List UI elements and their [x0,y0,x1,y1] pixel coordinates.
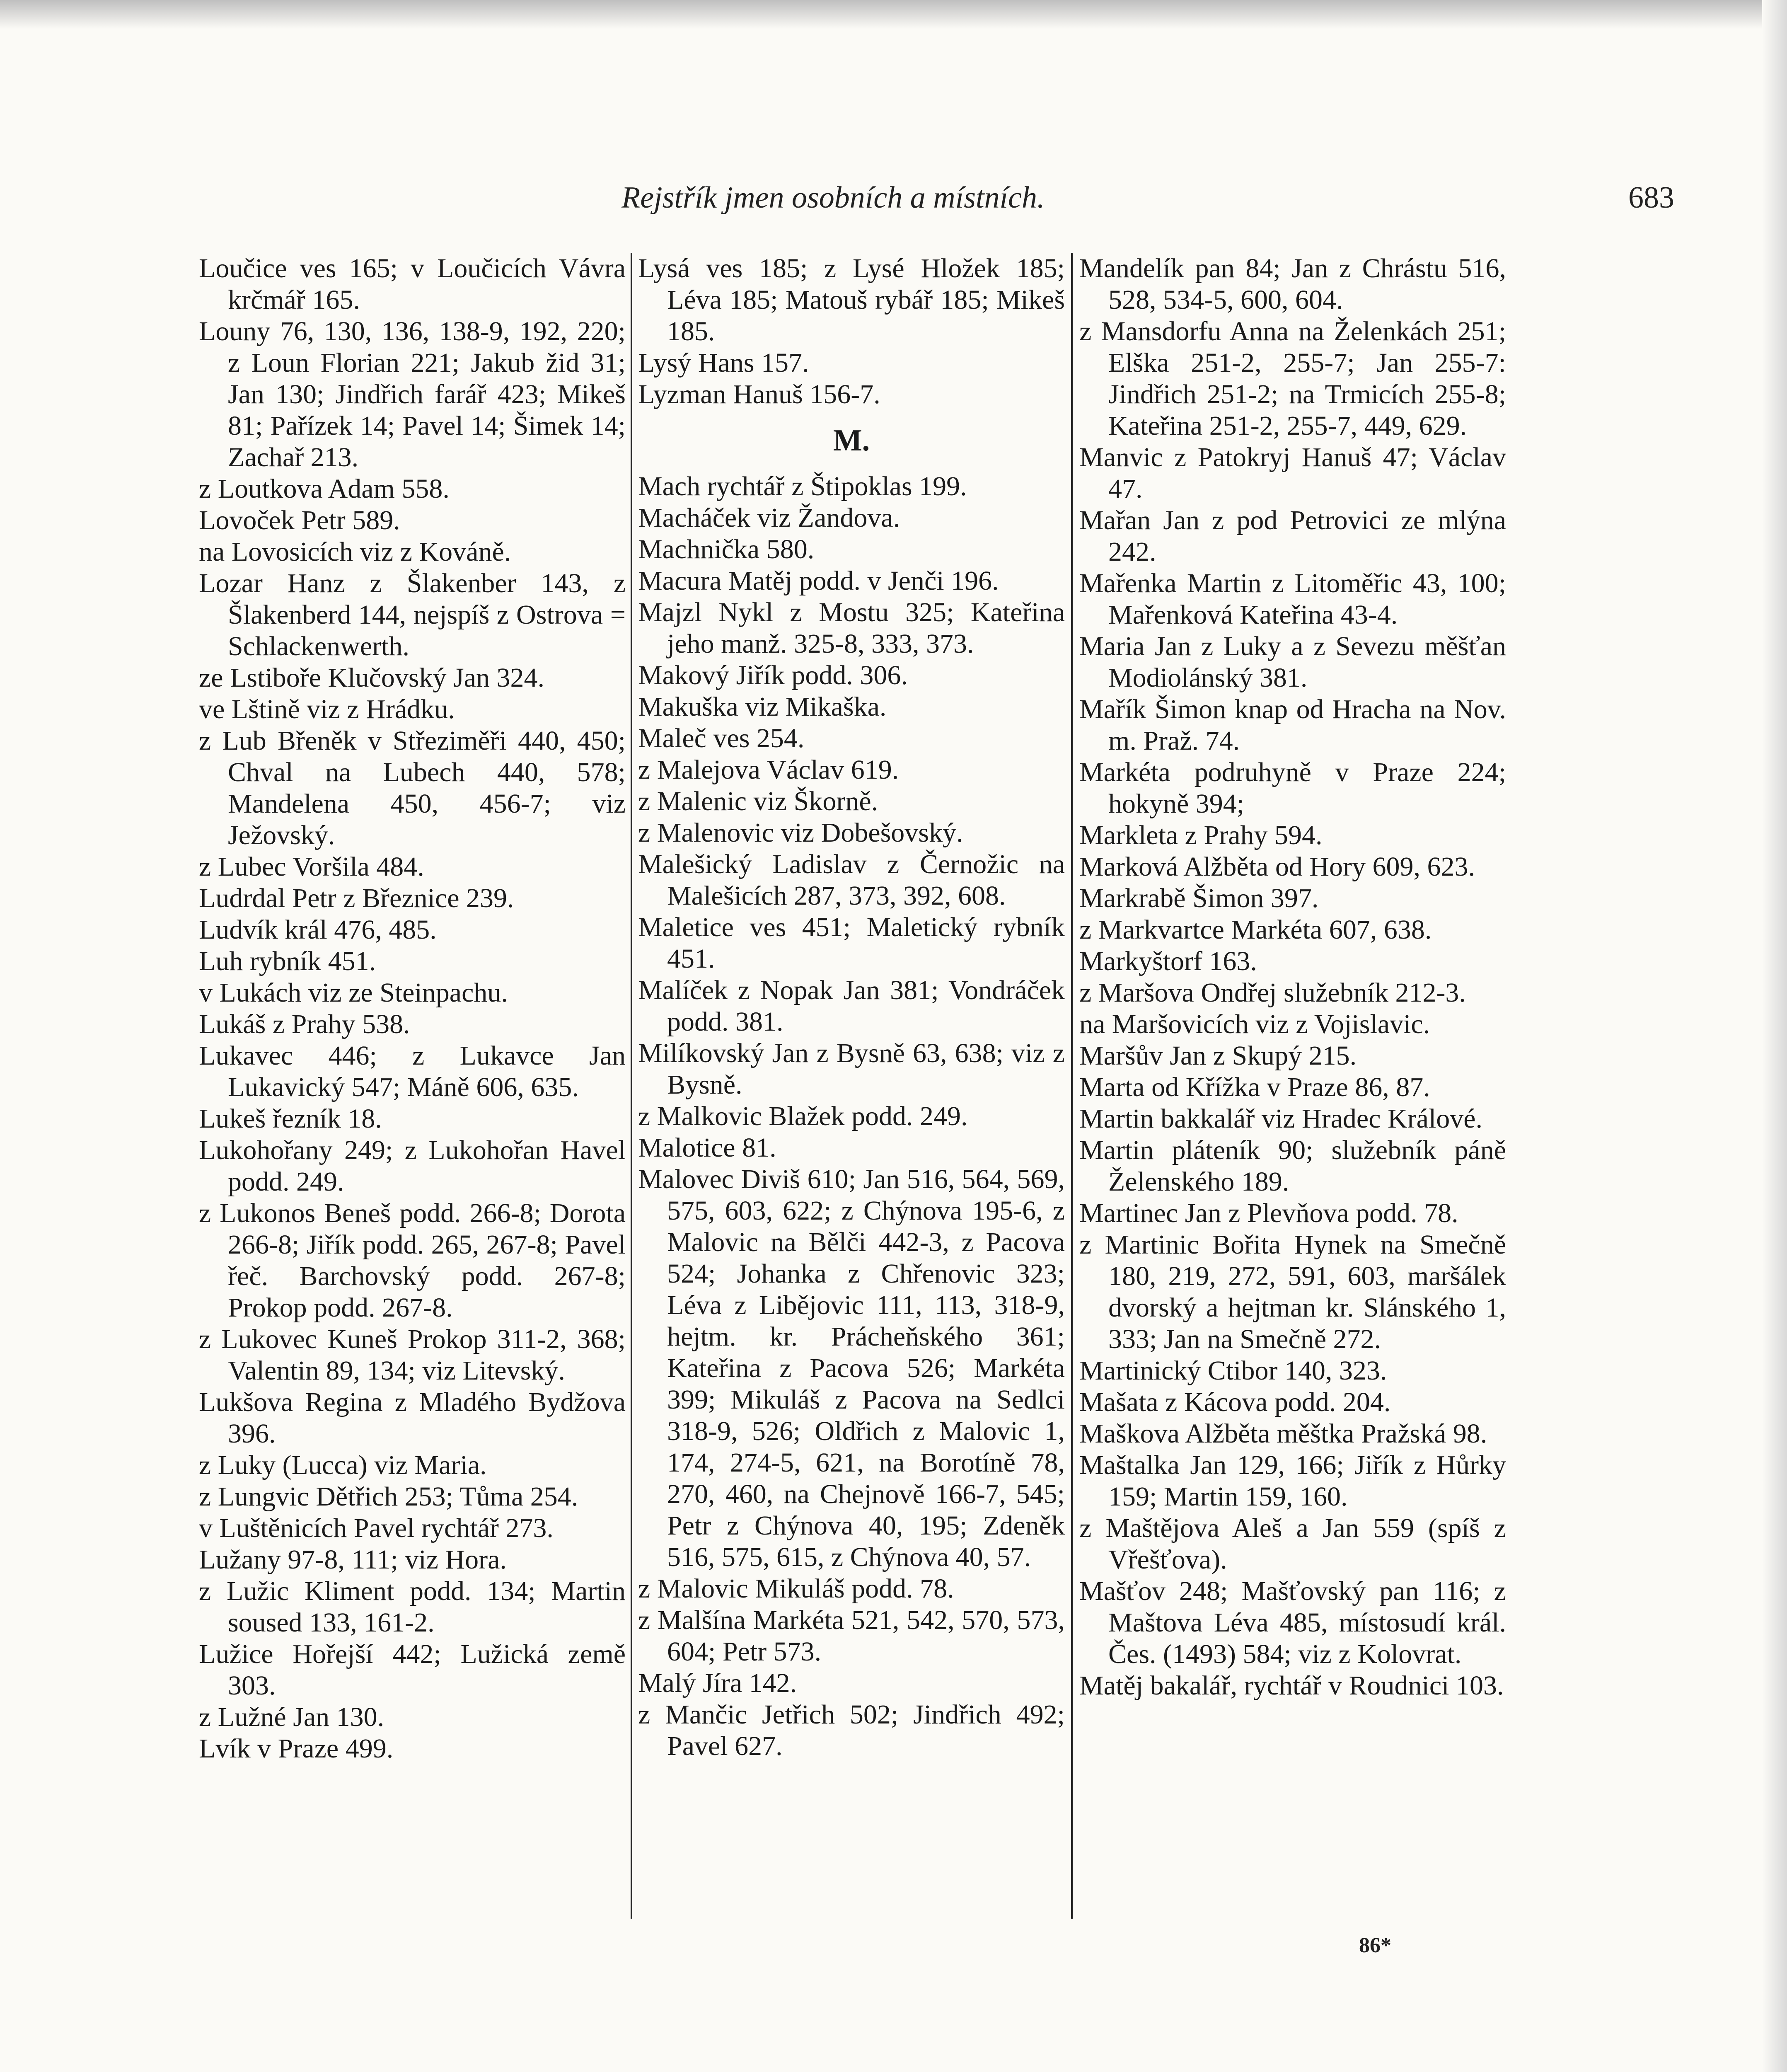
index-entry: Lukavec 446; z Lukavce Jan Lukavický 547; Máně 606, 635. [199,1041,626,1102]
index-entry: Makový Jiřík podd. 306. [638,660,908,690]
index-entry: na Lovosicích viz z Kováně. [199,537,511,567]
index-entry: Markéta podruhyně v Praze 224; hokyně 394; [1079,757,1506,819]
index-entry: Markyštorf 163. [1079,946,1257,976]
index-entry: Loučice ves 165; v Loučicích Vávra krčmář 165. [199,253,626,315]
index-entry: Martinický Ctibor 140, 323. [1079,1356,1387,1386]
index-entry: Maletice ves 451; Maletický rybník 451. [638,912,1065,974]
page-right-edge [1762,0,1787,2072]
index-entry: Louny 76, 130, 136, 138-9, 192, 220; z Loun Florian 221; Jakub žid 31; Jan 130; Jindřich farář 423; Mikeš 81; Pařízek 14; Pavel 14; Šimek 14; Zachař 213. [199,316,626,472]
index-column-2 [638,253,1065,1762]
index-entry: Mařan Jan z pod Petrovici ze mlýna 242. [1079,505,1506,567]
index-entry: z Lub Břeněk v Střeziměři 440, 450; Chval na Lubech 440, 578; Mandelena 450, 456-7; viz Ježovský. [199,726,626,850]
index-entry: Macura Matěj podd. v Jenči 196. [638,566,999,596]
index-entry: Markrabě Šimon 397. [1079,883,1319,913]
index-entry: Lukohořany 249; z Lukohořan Havel podd. 249. [199,1135,626,1197]
index-entry: Lysý Hans 157. [638,348,809,378]
index-entry: Maria Jan z Luky a z Sevezu měšťan Modiolánský 381. [1079,631,1506,693]
index-entry: Maleč ves 254. [638,723,805,753]
index-entry: z Lužic Kliment podd. 134; Martin soused 133, 161-2. [199,1576,626,1638]
index-entry: Malotice 81. [638,1133,776,1163]
index-entry: Marková Alžběta od Hory 609, 623. [1079,852,1475,882]
index-entry: Martin pláteník 90; služebník páně Želenského 189. [1079,1135,1506,1197]
index-entry: z Malovic Mikuláš podd. 78. [638,1573,954,1604]
index-entry: Manvic z Patokryj Hanuš 47; Václav 47. [1079,442,1506,504]
index-entry: Lužice Hořejší 442; Lužická země 303. [199,1639,626,1701]
index-entry: z Martinic Bořita Hynek na Smečně 180, 219, 272, 591, 603, maršálek dvorský a hejtman kr. Slánského 1, 333; Jan na Smečně 272. [1079,1230,1506,1354]
index-entry: Ludrdal Petr z Březnice 239. [199,883,514,913]
index-entry: Macháček viz Žandova. [638,503,900,533]
column-rule-1 [631,253,632,1919]
index-entry: v Luštěnicích Pavel rychtář 273. [199,1513,554,1543]
index-entry: z Mansdorfu Anna na Želenkách 251; Elška 251-2, 255-7; Jan 255-7: Jindřich 251-2; na Trmicích 255-8; Kateřina 251-2, 255-7, 449, 629. [1079,316,1506,441]
index-entry: Lysá ves 185; z Lysé Hložek 185; Léva 185; Matouš rybář 185; Mikeš 185. [638,253,1065,346]
index-entry: Mach rychtář z Štipoklas 199. [638,471,967,501]
index-entry: Luh rybník 451. [199,946,376,976]
index-entry: Maštalka Jan 129, 166; Jiřík z Hůrky 159; Martin 159, 160. [1079,1450,1506,1512]
index-entry: z Lukovec Kuneš Prokop 311-2, 368; Valentin 89, 134; viz Litevský. [199,1324,626,1386]
index-entry: Matěj bakalář, rychtář v Roudnici 103. [1079,1670,1504,1701]
page-top-edge [0,0,1787,29]
index-entry: Lovoček Petr 589. [199,505,400,535]
index-entry: z Loutkova Adam 558. [199,474,450,504]
index-entry: Martin bakkalář viz Hradec Králové. [1079,1104,1483,1134]
section-letter-heading: M. [833,424,870,457]
index-entry: z Malenovic viz Dobešovský. [638,818,963,848]
index-entry: z Markvartce Markéta 607, 638. [1079,915,1432,945]
index-entry: v Lukách viz ze Steinpachu. [199,978,508,1008]
index-entry: Majzl Nykl z Mostu 325; Kateřina jeho manž. 325-8, 333, 373. [638,597,1065,659]
index-entry: Maršův Jan z Skupý 215. [1079,1041,1357,1071]
index-entry: na Maršovicích viz z Vojislavic. [1079,1009,1430,1039]
printer-signature-mark: 86* [1359,1934,1391,1957]
index-entry: z Malenic viz Škorně. [638,786,878,816]
index-entry: Lukšova Regina z Mladého Bydžova 396. [199,1387,626,1449]
running-title: Rejstřík jmen osobních a místních. [621,181,1045,215]
index-entry: Lužany 97-8, 111; viz Hora. [199,1544,507,1575]
index-entry: Lyzman Hanuš 156-7. [638,379,880,409]
index-entry: z Lužné Jan 130. [199,1702,384,1732]
index-entry: Malovec Diviš 610; Jan 516, 564, 569, 575, 603, 622; z Chýnova 195-6, z Malovic na Bělči 442-3, z Pacova 524; Johanka z Chřenovic 323; Léva z Libějovic 111, 113, 318-9, hejtm. kr. Prácheňského 361; Kateřina z Pacova 526; Markéta 399; Mikuláš z Pacova na Sedlci 318-9, 526; Oldřich z Malovic 1, 174, 274-5, 621, na Borotíně 78, 270, 460, na Chejnově 166-7, 545; Petr z Chýnova 40, 195; Zdeněk 516, 575, 615, z Chýnova 40, 57. [638,1164,1065,1572]
index-entry: Mařenka Martin z Litoměřic 43, 100; Mařenková Kateřina 43-4. [1079,568,1506,630]
index-entry: z Malejova Václav 619. [638,755,899,785]
index-entry: z Malšína Markéta 521, 542, 570, 573, 604; Petr 573. [638,1605,1065,1667]
index-entry: Markleta z Prahy 594. [1079,820,1323,850]
index-entry: ve Lštině viz z Hrádku. [199,694,455,724]
index-entry: ze Lstiboře Klučovský Jan 324. [199,663,544,693]
index-entry: Ludvík král 476, 485. [199,915,437,945]
index-entry: Lozar Hanz z Šlakenber 143, z Šlakenberd 144, nejspíš z Ostrova = Schlackenwerth. [199,568,626,661]
index-entry: z Lungvic Dětřich 253; Tůma 254. [199,1481,578,1512]
index-entry: z Lubec Voršila 484. [199,852,424,882]
index-entry: Malešický Ladislav z Černožic na Malešicích 287, 373, 392, 608. [638,849,1065,911]
index-entry: Milíkovský Jan z Bysně 63, 638; viz z Bysně. [638,1038,1065,1100]
index-column-1 [199,253,626,1765]
index-entry: Malíček z Nopak Jan 381; Vondráček podd. 381. [638,975,1065,1037]
index-entry: Marta od Křížka v Praze 86, 87. [1079,1072,1430,1102]
index-entry: Lvík v Praze 499. [199,1733,394,1764]
index-entry: Makuška viz Mikaška. [638,692,887,722]
column-rule-2 [1071,253,1073,1919]
index-entry: z Maštějova Aleš a Jan 559 (spíš z Vřešťova). [1079,1513,1506,1575]
index-entry: Lukáš z Prahy 538. [199,1009,410,1039]
index-column-3 [1079,253,1506,1702]
index-entry: z Maršova Ondřej služebník 212-3. [1079,978,1466,1008]
page-number: 683 [1628,181,1674,215]
index-entry: Mandelík pan 84; Jan z Chrástu 516, 528, 534-5, 600, 604. [1079,253,1506,315]
index-entry: Maškova Alžběta měštka Pražská 98. [1079,1418,1487,1449]
index-entry: Mašata z Kácova podd. 204. [1079,1387,1391,1417]
index-entry: z Lukonos Beneš podd. 266-8; Dorota 266-8; Jiřík podd. 265, 267-8; Pavel řeč. Barchovský podd. 267-8; Prokop podd. 267-8. [199,1198,626,1323]
index-entry: Malý Jíra 142. [638,1668,797,1698]
index-entry: z Mančic Jetřich 502; Jindřich 492; Pavel 627. [638,1699,1065,1761]
index-entry: Mařík Šimon knap od Hracha na Nov. m. Praž. 74. [1079,694,1506,756]
index-entry: Machnička 580. [638,534,815,564]
index-entry: Lukeš řezník 18. [199,1104,382,1134]
index-entry: Martinec Jan z Plevňova podd. 78. [1079,1198,1458,1228]
index-entry: z Luky (Lucca) viz Maria. [199,1450,487,1480]
index-entry: z Malkovic Blažek podd. 249. [638,1101,968,1131]
index-entry: Mašťov 248; Mašťovský pan 116; z Maštova Léva 485, místosudí král. Čes. (1493) 584; viz z Kolovrat. [1079,1576,1506,1669]
